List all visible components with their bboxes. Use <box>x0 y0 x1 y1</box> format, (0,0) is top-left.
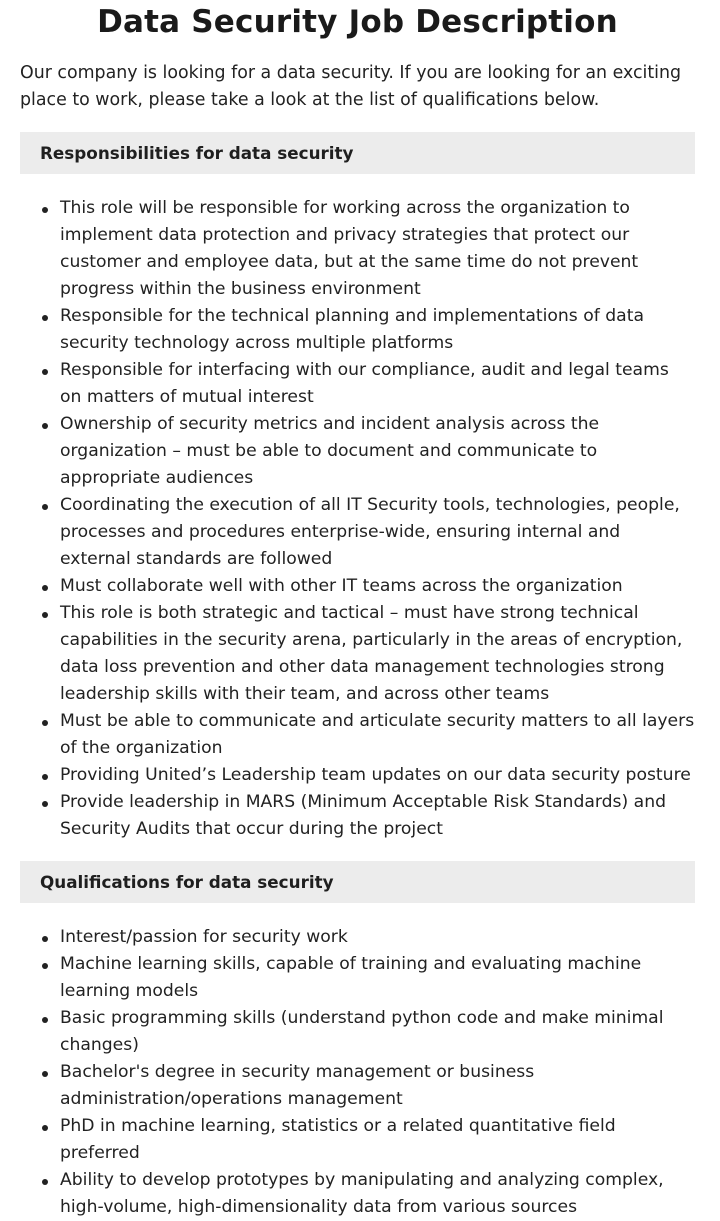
list-item: Ownership of security metrics and incident analysis across the organization – must be able to document and communicate to appropriate audiences <box>60 411 695 492</box>
list-item: Providing United’s Leadership team updates on our data security posture <box>60 762 695 789</box>
list-item: Coordinating the execution of all IT Security tools, technologies, people, processes and procedures enterprise-wide, ensuring internal and external standards are followed <box>60 492 695 573</box>
qualifications-heading: Qualifications for data security <box>20 861 695 903</box>
list-item: Responsible for the technical planning and implementations of data security technology across multiple platforms <box>60 303 695 357</box>
page-title: Data Security Job Description <box>97 4 618 40</box>
list-item: This role will be responsible for working across the organization to implement data protection and privacy strategies that protect our customer and employee data, but at the same time do not prevent progress within the business environment <box>60 195 695 303</box>
list-item: Provide leadership in MARS (Minimum Acceptable Risk Standards) and Security Audits that occur during the project <box>60 789 695 843</box>
responsibilities-list <box>20 195 695 843</box>
list-item: Must be able to communicate and articulate security matters to all layers of the organization <box>60 708 695 762</box>
list-item: PhD in machine learning, statistics or a related quantitative field preferred <box>60 1113 695 1167</box>
responsibilities-heading: Responsibilities for data security <box>20 132 695 174</box>
list-item: This role is both strategic and tactical – must have strong technical capabilities in the security arena, particularly in the areas of encryption, data loss prevention and other data management technologies strong leadership skills with their team, and across other teams <box>60 600 695 708</box>
list-item: Machine learning skills, capable of training and evaluating machine learning models <box>60 951 695 1005</box>
list-item: Interest/passion for security work <box>60 924 695 951</box>
list-item: Ability to develop prototypes by manipulating and analyzing complex, high-volume, high-dimensionality data from various sources <box>60 1167 695 1221</box>
list-item: Must collaborate well with other IT teams across the organization <box>60 573 695 600</box>
list-item: Responsible for interfacing with our compliance, audit and legal teams on matters of mutual interest <box>60 357 695 411</box>
list-item: Bachelor's degree in security management or business administration/operations management <box>60 1059 695 1113</box>
list-item: Basic programming skills (understand python code and make minimal changes) <box>60 1005 695 1059</box>
qualifications-list <box>20 924 695 1221</box>
intro-paragraph: Our company is looking for a data security. If you are looking for an exciting place to work, please take a look at the list of qualifications below. <box>20 63 682 110</box>
